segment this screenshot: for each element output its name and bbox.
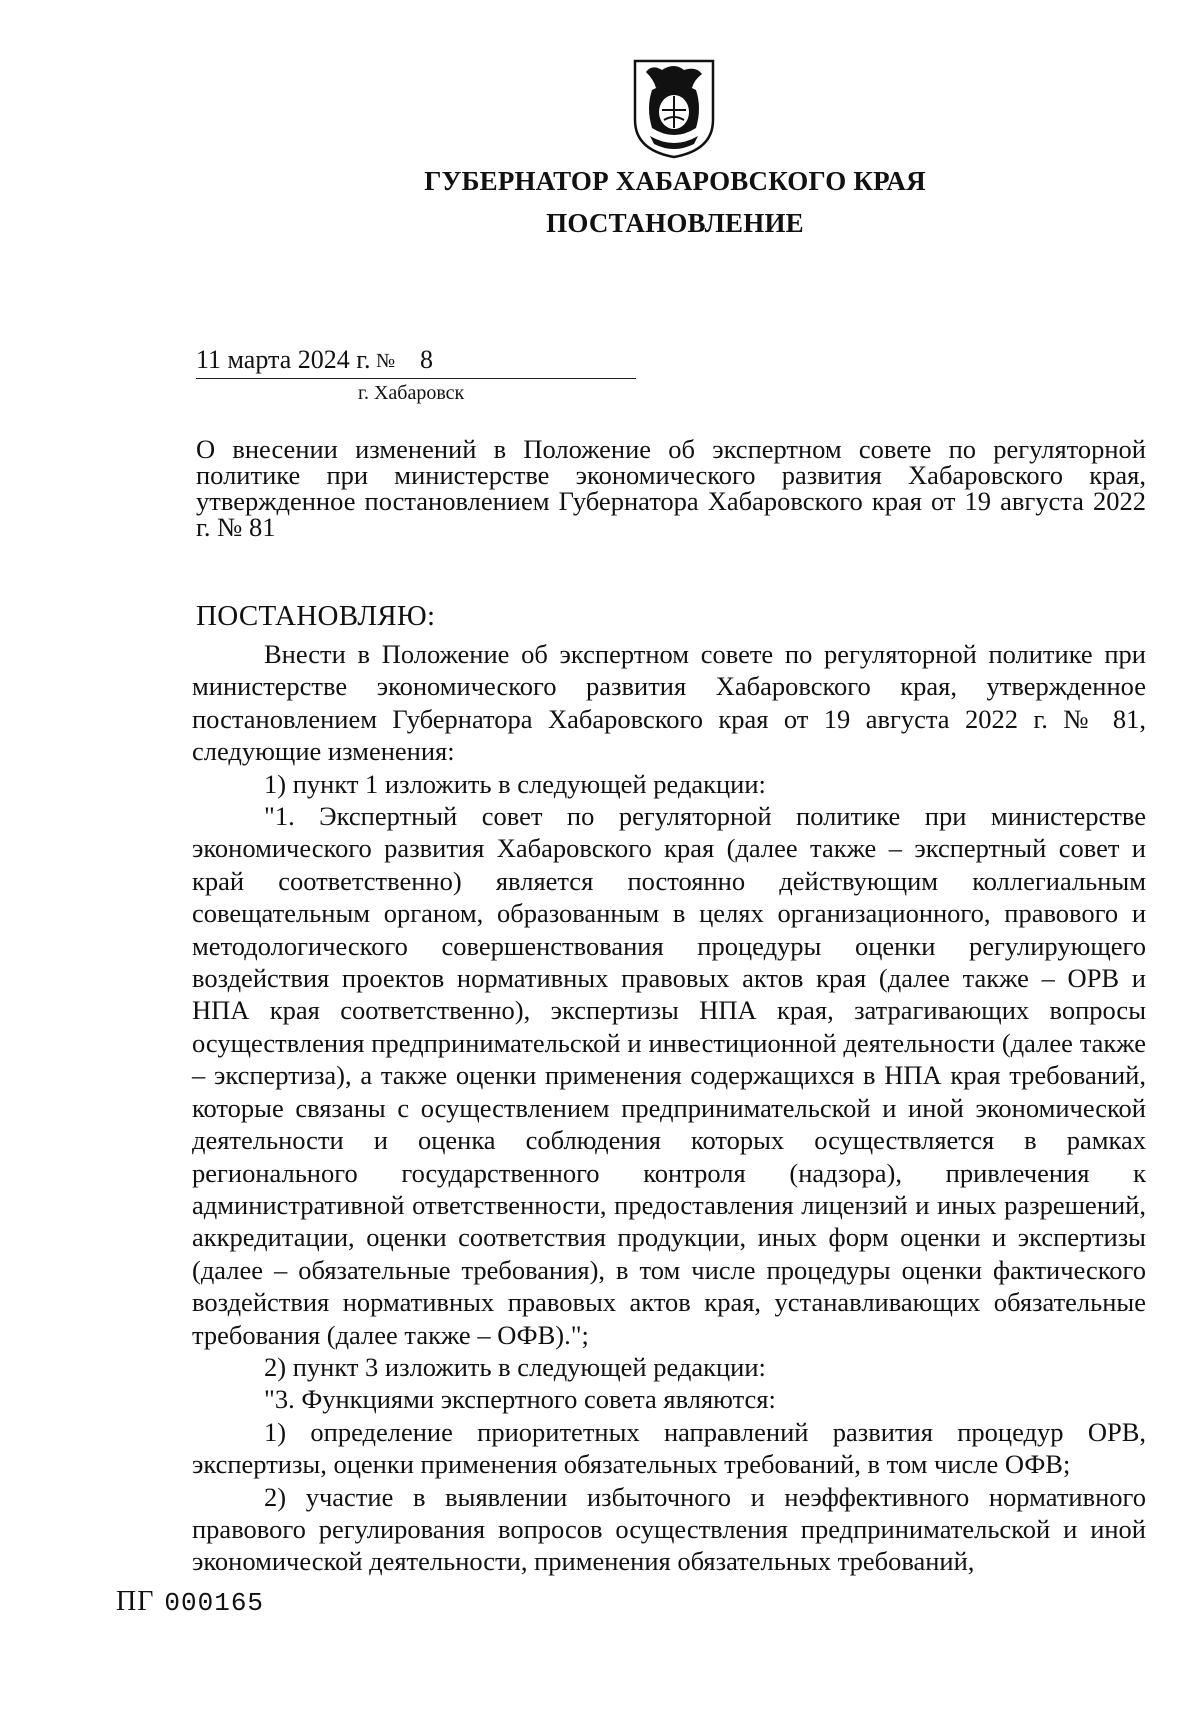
- authority-heading: ГУБЕРНАТОР ХАБАРОВСКОГО КРАЯ: [424, 166, 926, 196]
- document-type-heading: ПОСТАНОВЛЕНИЕ: [546, 208, 804, 238]
- number-sign: №: [376, 350, 396, 372]
- document-number: 8: [420, 345, 433, 374]
- paragraph: "1. Экспертный совет по регуляторной политике при министерстве экономического развития Хабаровского края (далее также – экспертный совет и край соответственно) является постоянно действующим коллегиальным совещательным органом, образованным в целях организационного, правового и методологического совершенствования процедуры оценки регулирующего воздействия проектов нормативных правовых актов края (далее также – ОРВ и НПА края соответственно), экспертизы НПА края, затрагивающих вопросы осуществления предпринимательской и инвестиционной деятельности (далее также – экспертиза), а также оценки применения содержащихся в НПА края требований, которые связаны с осуществлением предпринимательской и иной экономической деятельности и оценка соблюдения которых осуществляется в рамках регионального государственного контроля (надзора), привлечения к административной ответственности, предоставления лицензий и иных разрешений, аккредитации, оценки соответствия продукции, иных форм оценки и экспертизы (далее – обязательные требования), в том числе процедуры оценки фактического воздействия нормативных правовых актов края, устанавливающих обязательные требования (далее также – ОФВ).";: [192, 801, 1146, 1350]
- city-label: г. Хабаровск: [358, 382, 465, 404]
- document-body: [192, 638, 1146, 1578]
- resolve-heading: ПОСТАНОВЛЯЮ:: [196, 600, 436, 632]
- coat-of-arms-icon: [632, 58, 716, 160]
- form-series: ПГ: [116, 1586, 155, 1617]
- paragraph: 2) пункт 3 изложить в следующей редакции:: [264, 1351, 766, 1382]
- document-date: 11 марта 2024 г.: [196, 345, 371, 374]
- date-underline: [196, 378, 636, 379]
- form-serial-number: [116, 1586, 264, 1618]
- document-subject: О внесении изменений в Положение об экспертном совете по регуляторной политике при министерстве экономического развития Хабаровского края, утвержденное постановлением Губернатора Хабаровского края от 19 августа 2022 г. № 81: [196, 434, 1146, 542]
- paragraph: Внести в Положение об экспертном совете по регуляторной политике при министерстве экономического развития Хабаровского края, утвержденное постановлением Губернатора Хабаровского края от 19 августа 2022 г. № 81, следующие изменения:: [192, 639, 1146, 767]
- paragraph: 2) участие в выявлении избыточного и неэффективного нормативного правового регулирования вопросов осуществления предпринимательской и иной экономической деятельности, применения обязательных требований,: [192, 1481, 1146, 1577]
- form-serial: 000165: [164, 1588, 265, 1618]
- paragraph: 1) определение приоритетных направлений развития процедур ОРВ, экспертизы, оценки применения обязательных требований, в том числе ОФВ;: [192, 1416, 1146, 1480]
- paragraph: 1) пункт 1 изложить в следующей редакции:: [264, 768, 766, 799]
- paragraph: "3. Функциями экспертного совета являются:: [264, 1384, 776, 1415]
